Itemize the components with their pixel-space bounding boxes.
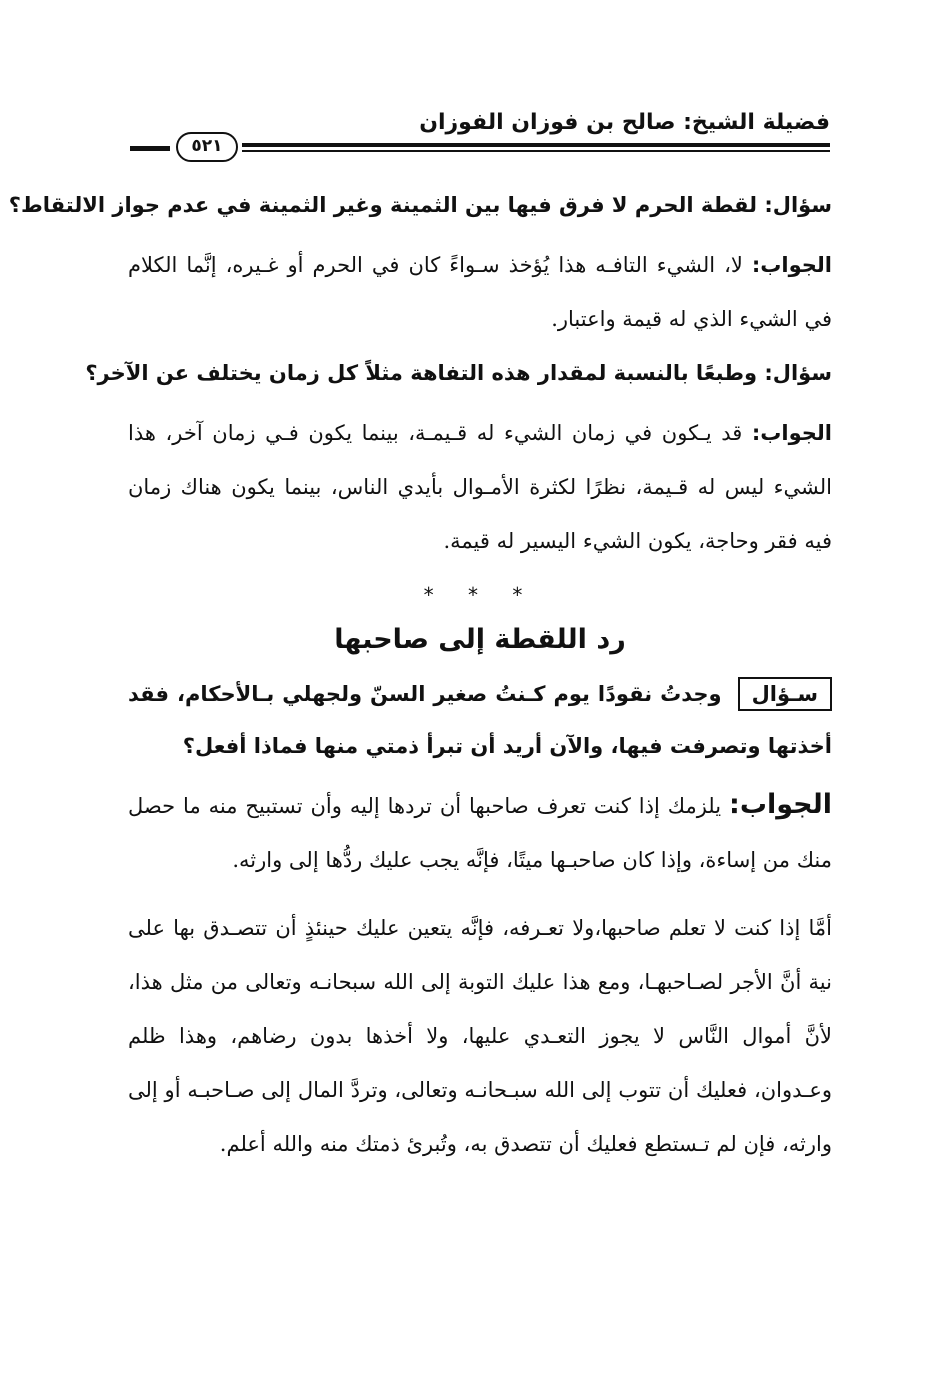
header-title: فضيلة الشيخ: صالح بن فوزان الفوزان <box>419 110 830 135</box>
answer-1-lead: الجواب: <box>751 253 832 277</box>
header-rule-left <box>130 146 170 151</box>
answer-2-lead: الجواب: <box>751 421 832 445</box>
header-rule-thin <box>242 150 830 152</box>
header-rule-thick <box>242 143 830 147</box>
answer-2-text: قد يـكون في زمان الشيء له قـيمـة، بينما يكون فـي زمان آخر، هذا الشيء ليس له قـيمة، نظرًا لكثرة الأمـوال بأيدي الناس، بينما يكون هناك زمان فيه فقر وحاجة، يكون الشيء اليسير له قيمة. <box>128 421 832 553</box>
question-label-box: سـؤال <box>738 677 832 711</box>
answer-3-lead: الجواب: <box>729 789 832 820</box>
section-divider: * * * <box>423 583 537 607</box>
answer-1-text: لا، الشيء التافـه هذا يُؤخذ سـواءً كان في الحرم أو غـيره، إنَّما الكلام في الشيء الذي له قيمة واعتبار. <box>128 253 832 331</box>
question-3 <box>128 668 832 772</box>
section-title: رد اللقطة إلى صاحبها <box>334 624 626 655</box>
question-2: سؤال: وطبعًا بالنسبة لمقدار هذه التفاهة مثلاً كل زمان يختلف عن الآخر؟ <box>85 361 832 385</box>
answer-3-text: يلزمك إذا كنت تعرف صاحبها أن تردها إليه وأن تستبيح منه ما حصل منك من إساءة، وإذا كان صاحبـها ميتًا، فإنَّه يجب عليك ردُّها إلى وارثه. <box>128 794 832 872</box>
answer-3-continuation: أمَّا إذا كنت لا تعلم صاحبها،ولا تعـرفه، فإنَّه يتعين عليك حينئذٍ أن تتصـدق بها على نية أنَّ الأجر لصـاحبهـا، ومع هذا عليك التوبة إلى الله سبحانـه وتعالى من مثل هذا، لأنَّ أموال النَّاس لا يجوز التعـدي عليها، ولا أخذها بدون رضاهم، وهذا ظلم وعـدوان، فعليك أن تتوب إلى الله سبـحانـه وتعالى، وتردَّ المال إلى صـاحبـه أو إلى وارثه، فإن لم تـستطع فعليك أن تتصدق به، وتُبرئ ذمتك منه والله أعلم. <box>128 916 832 1156</box>
page-header <box>130 102 830 162</box>
page-number: ٥٢١ <box>176 132 238 162</box>
answer-2 <box>128 406 832 568</box>
answer-3 <box>128 778 832 887</box>
question-3-text: وجدتُ نقودًا يوم كـنتُ صغير السنّ ولجهلي بـالأحكام، فقد أخذتها وتصرفت فيها، والآن أريد أن تبرأ ذمتي منها فماذا أفعل؟ <box>128 682 832 758</box>
page-content <box>8 178 832 1171</box>
question-1: سؤال: لقطة الحرم لا فرق فيها بين الثمينة وغير الثمينة في عدم جواز الالتقاط؟ <box>8 193 832 217</box>
answer-1 <box>128 238 832 346</box>
